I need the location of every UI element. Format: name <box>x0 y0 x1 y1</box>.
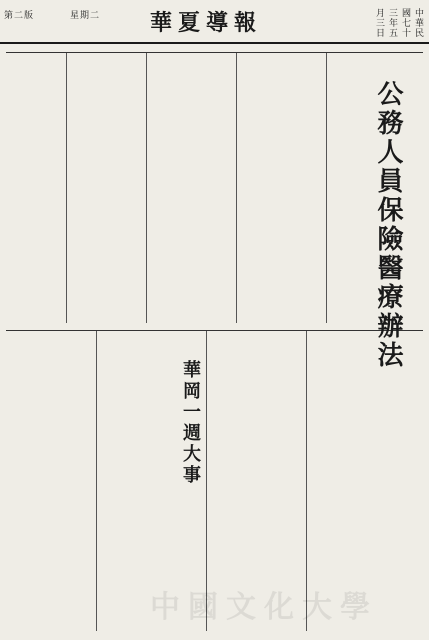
headline-sub: 華岡一週大事 <box>180 360 201 486</box>
column-rule <box>96 331 97 631</box>
paper-name: 華夏導報 <box>150 10 263 36</box>
page-no: 第二版 <box>4 11 35 21</box>
column-rule <box>146 53 147 323</box>
pub-date: 中華民國七十三年五月三日 <box>374 8 423 38</box>
headline-main: 公務人員保險醫療辦法 <box>373 80 403 370</box>
watermark: 中國文化大學 <box>150 590 378 625</box>
column-rule <box>326 53 327 323</box>
column-rule <box>236 53 237 323</box>
masthead <box>0 0 429 44</box>
upper-columns <box>6 52 423 323</box>
column-rule <box>66 53 67 323</box>
page-ord: 星期二 <box>70 11 101 21</box>
